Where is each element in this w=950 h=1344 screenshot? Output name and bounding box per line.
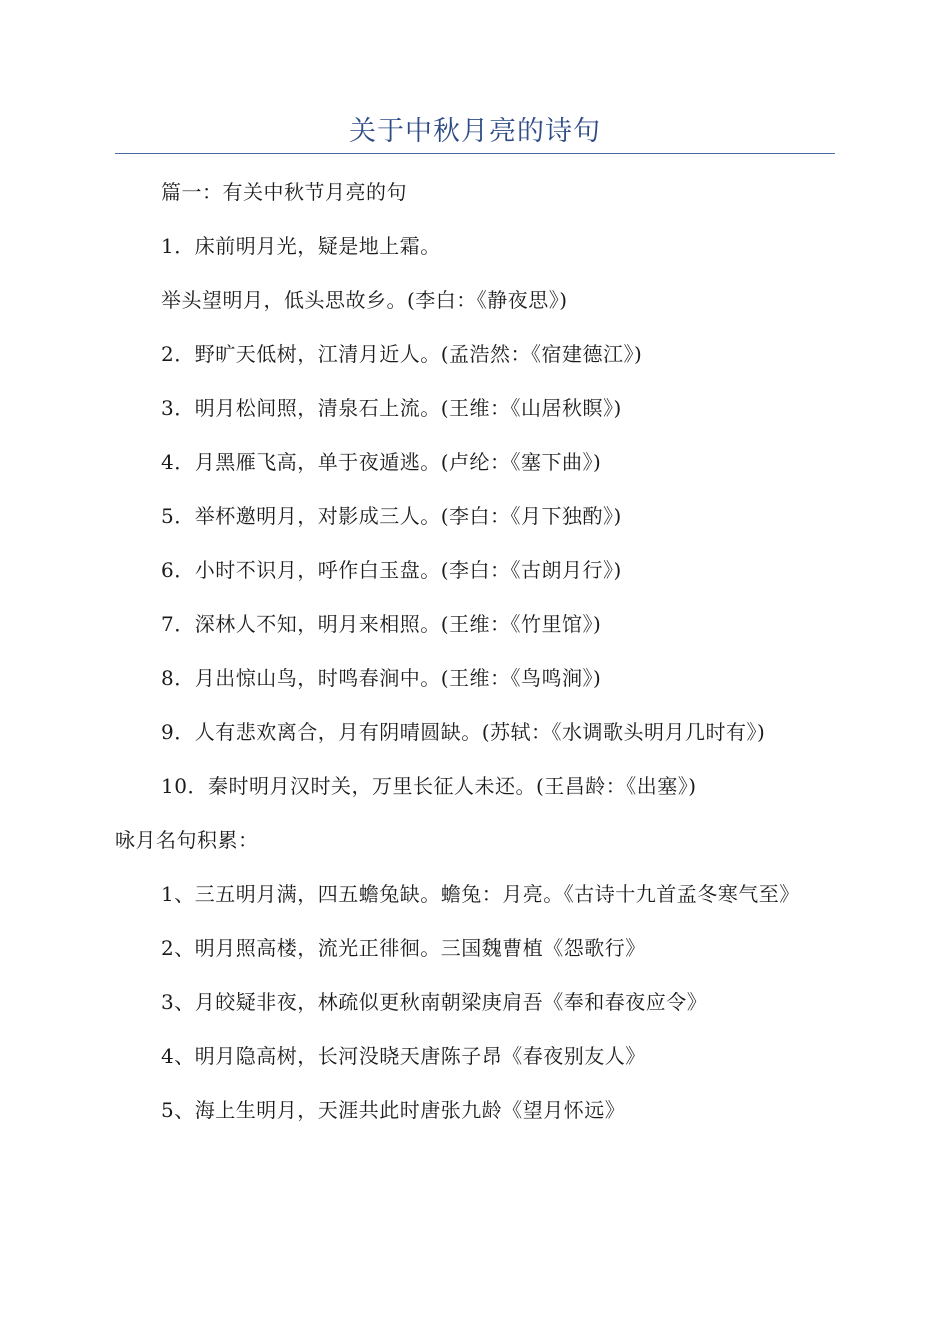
poem-line: 6．小时不识月，呼作白玉盘。(李白：《古朗月行》) [161, 558, 622, 582]
poem-line: 7．深林人不知，明月来相照。(王维：《竹里馆》) [161, 612, 602, 636]
quote-line: 1、三五明月满，四五蟾兔缺。蟾兔：月亮。《古诗十九首孟冬寒气至》 [161, 882, 800, 906]
poem-line: 1．床前明月光，疑是地上霜。 [161, 234, 441, 258]
poem-line: 9．人有悲欢离合，月有阴晴圆缺。(苏轼：《水调歌头明月几时有》) [161, 720, 766, 744]
section-heading: 咏月名句积累： [115, 828, 259, 852]
poem-line: 5．举杯邀明月，对影成三人。(李白：《月下独酌》) [161, 504, 622, 528]
poem-line: 8．月出惊山鸟，时鸣春涧中。(王维：《鸟鸣涧》) [161, 666, 602, 690]
title-underline [115, 153, 835, 154]
quote-line: 2、明月照高楼，流光正徘徊。三国魏曹植《怨歌行》 [161, 936, 646, 960]
poem-line: 10．秦时明月汉时关，万里长征人未还。(王昌龄：《出塞》) [161, 774, 697, 798]
poem-line: 3．明月松间照，清泉石上流。(王维：《山居秋瞑》) [161, 396, 622, 420]
document-body [115, 175, 835, 1147]
poem-line: 2．野旷天低树，江清月近人。(孟浩然：《宿建德江》) [161, 342, 643, 366]
quote-line: 3、月皎疑非夜，林疏似更秋南朝梁庚肩吾《奉和春夜应令》 [161, 990, 708, 1014]
quote-line: 5、海上生明月，天涯共此时唐张九龄《望月怀远》 [161, 1098, 626, 1122]
poem-line: 4．月黑雁飞高，单于夜遁逃。(卢纶：《塞下曲》) [161, 450, 602, 474]
document-title: 关于中秋月亮的诗句 [349, 116, 601, 147]
poem-line: 举头望明月，低头思故乡。(李白：《静夜思》) [161, 288, 568, 312]
quote-line: 4、明月隐高树，长河没晓天唐陈子昂《春夜别友人》 [161, 1044, 646, 1068]
section-heading: 篇一：有关中秋节月亮的句 [161, 180, 407, 204]
